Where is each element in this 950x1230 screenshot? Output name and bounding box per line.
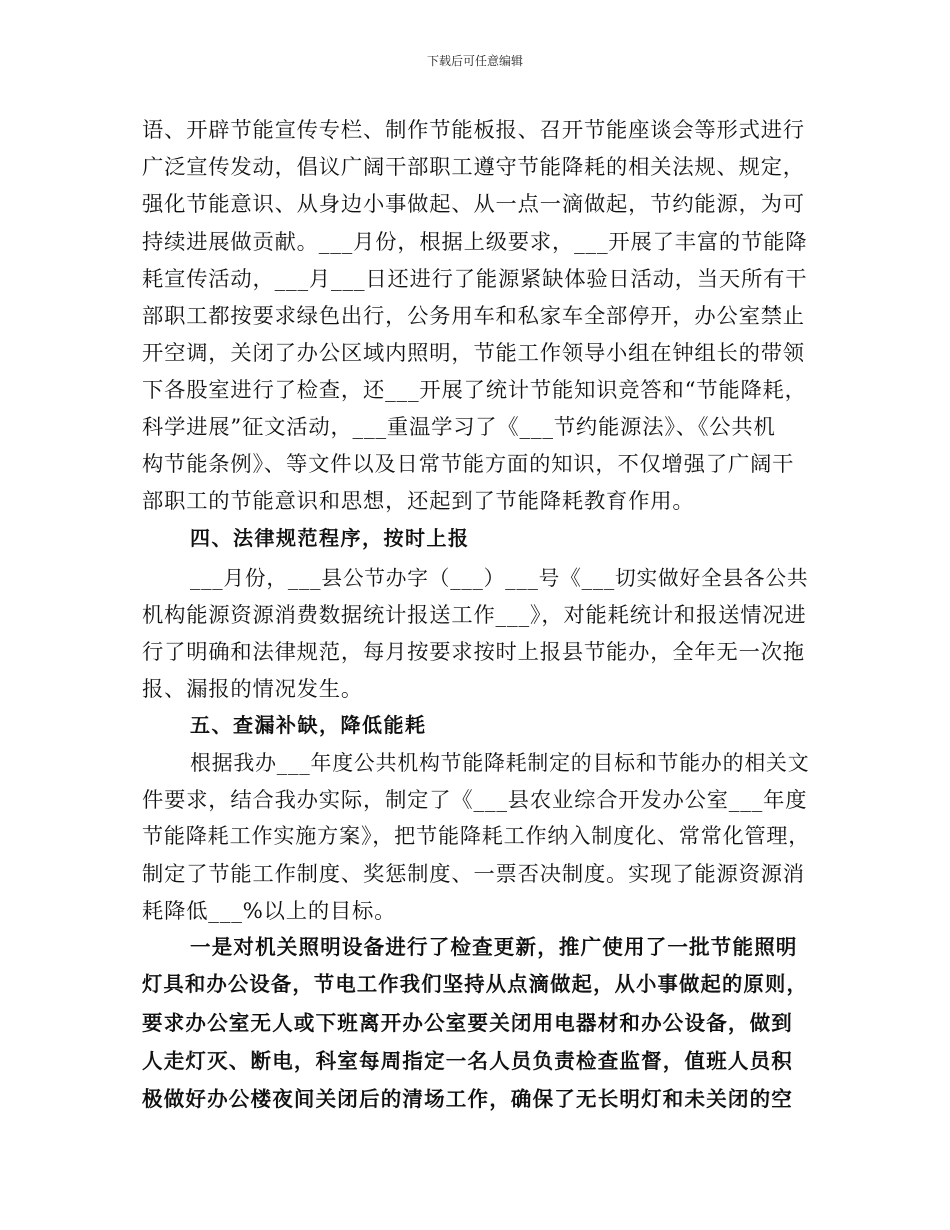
body-line: 耗宣传活动，___月___日还进行了能源紧缺体验日活动，当天所有干 xyxy=(142,267,808,292)
body-line: 科学进展”征文活动，___重温学习了《___节约能源法》、《公共机 xyxy=(142,415,776,440)
body-line: 构节能条例》、等文件以及日常节能方面的知识，不仅增强了广阔干 xyxy=(142,452,795,477)
body-line: 件要求，结合我办实际，制定了《___县农业综合开发办公室___年度 xyxy=(142,788,808,813)
body-line: 行了明确和法律规范，每月按要求按时上报县节能办，全年无一次拖 xyxy=(142,640,805,665)
bold-paragraph-line: 极做好办公楼夜间关闭后的清场工作，确保了无长明灯和未关闭的空 xyxy=(142,1087,793,1111)
bold-paragraph-line: 一是对机关照明设备进行了检查更新，推广使用了一批节能照明 xyxy=(190,935,798,959)
body-line: 强化节能意识、从身边小事做起、从一点一滴做起，节约能源，为可 xyxy=(142,192,805,217)
body-line: 语、开辟节能宣传专栏、制作节能板报、召开节能座谈会等形式进行 xyxy=(142,118,805,143)
body-line: 报、漏报的情况发生。 xyxy=(142,677,363,702)
body-line: 部职工都按要求绿色出行，公务用车和私家车全部停开，办公室禁止 xyxy=(142,304,805,329)
body-line: 制定了节能工作制度、奖惩制度、一票否决制度。实现了能源资源消 xyxy=(142,862,805,887)
body-line: 开空调，关闭了办公区域内照明，节能工作领导小组在钟组长的带领 xyxy=(142,341,805,366)
body-line: 耗降低___%以上的目标。 xyxy=(142,899,397,924)
body-line: ___月份，___县公节办字（___）___号《___切实做好全县各公共 xyxy=(190,566,809,590)
section-heading: 四、法律规范程序，按时上报 xyxy=(190,526,470,550)
bold-paragraph-line: 人走灯灭、断电，科室每周指定一名人员负责检查监督，值班人员积 xyxy=(142,1049,793,1073)
body-line: 部职工的节能意识和思想，还起到了节能降耗教育作用。 xyxy=(142,489,695,514)
bold-paragraph-line: 要求办公室无人或下班离开办公室要关闭用电器材和办公设备，做到 xyxy=(142,1011,793,1035)
body-line: 机构能源资源消费数据统计报送工作___》，对能耗统计和报送情况进 xyxy=(142,603,807,628)
section-heading: 五、查漏补缺，降低能耗 xyxy=(190,713,427,737)
body-line: 下各股室进行了检查，还___开展了统计节能知识竞答和“节能降耗， xyxy=(142,378,807,403)
body-line: 根据我办___年度公共机构节能降耗制定的目标和节能办的相关文 xyxy=(190,751,810,775)
body-line: 持续进展做贡献。___月份，根据上级要求，___开展了丰富的节能降 xyxy=(142,230,808,255)
bold-paragraph-line: 灯具和办公设备，节电工作我们坚持从点滴做起，从小事做起的原则， xyxy=(142,972,808,996)
body-line: 节能降耗工作实施方案》，把节能降耗工作纳入制度化、常常化管理， xyxy=(142,823,811,848)
body-line: 广泛宣传发动，倡议广阔干部职工遵守节能降耗的相关法规、规定， xyxy=(142,155,805,180)
page-header: 下载后可任意编辑 xyxy=(426,54,523,68)
